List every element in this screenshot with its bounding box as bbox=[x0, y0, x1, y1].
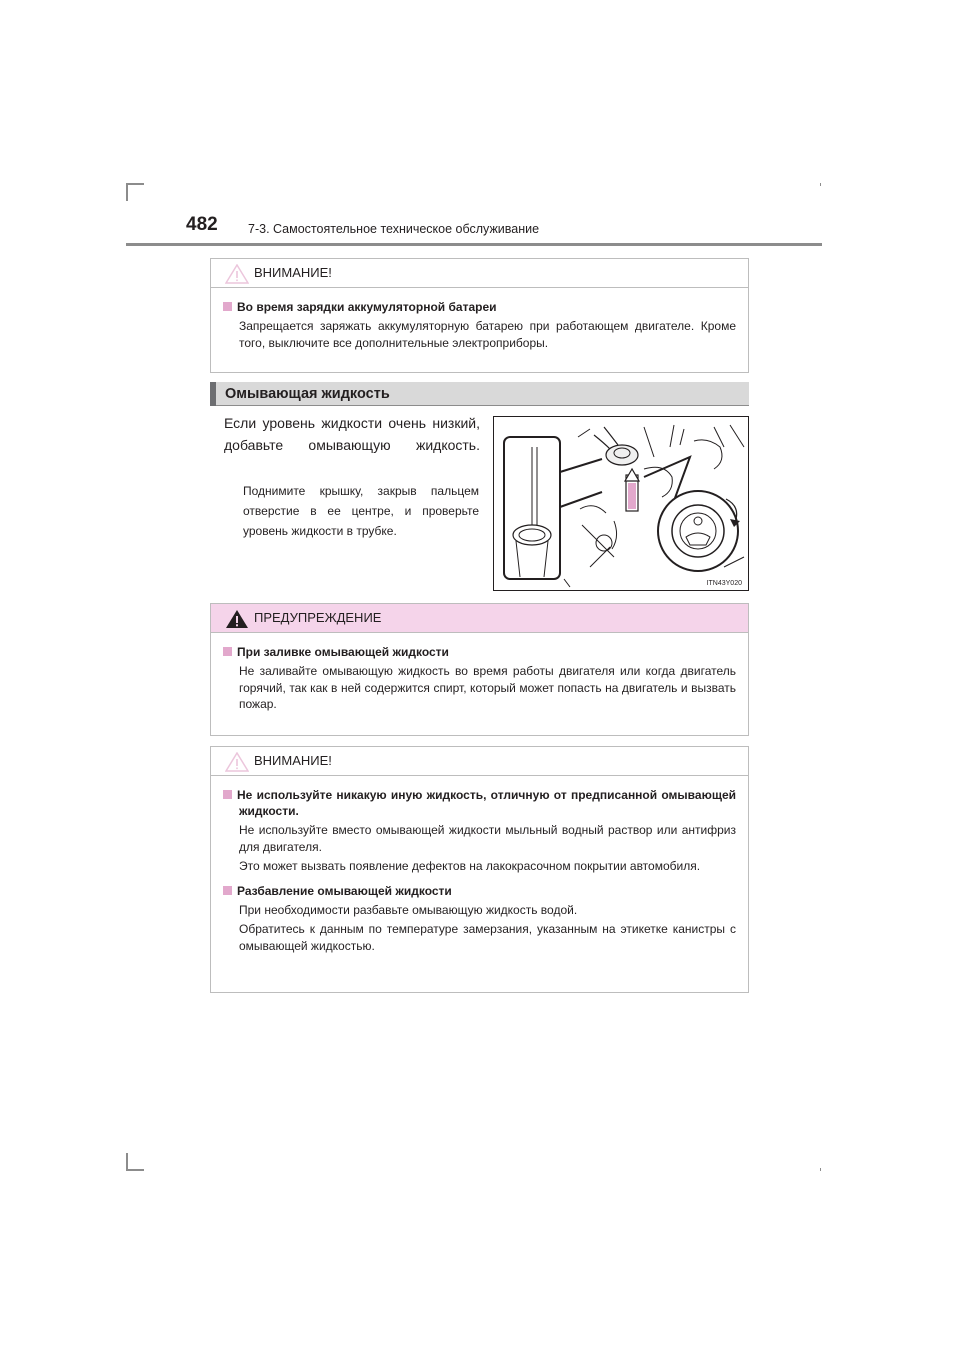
caution-item-heading: Разбавление омывающей жидкости bbox=[223, 883, 736, 899]
warning-header bbox=[211, 604, 748, 633]
washer-reservoir-drawing bbox=[494, 417, 748, 590]
caution-header bbox=[211, 259, 748, 288]
crop-mark-top-left-v bbox=[126, 183, 128, 201]
caution-title: ВНИМАНИЕ! bbox=[254, 753, 332, 768]
section-tab bbox=[210, 382, 216, 406]
caution-triangle-icon bbox=[225, 264, 249, 284]
caution-header bbox=[211, 747, 748, 776]
bullet-square-icon bbox=[223, 886, 232, 895]
warning-item-heading: При заливке омывающей жидкости bbox=[223, 644, 736, 660]
section-title: Омывающая жидкость bbox=[225, 386, 390, 402]
caution-item-body: Запрещается заряжать аккумуляторную батарею при работающем двигателе. Кроме того, выключите все дополнительные электроприборы. bbox=[239, 319, 736, 350]
warning-box-refill bbox=[210, 603, 749, 736]
section-header bbox=[210, 382, 749, 406]
caution-item-heading: Не используйте никакую иную жидкость, отличную от предписанной омывающей жидкости. bbox=[223, 787, 736, 819]
caution-title: ВНИМАНИЕ! bbox=[254, 265, 332, 280]
crop-mark-top-right bbox=[820, 183, 821, 186]
page-number: 482 bbox=[186, 214, 218, 235]
header-rule bbox=[126, 243, 822, 246]
warning-triangle-icon bbox=[225, 609, 249, 629]
crop-mark-top-left-h bbox=[126, 183, 144, 185]
chapter-title: 7-3. Самостоятельное техническое обслуживание bbox=[248, 222, 540, 236]
caution-item-body: Не используйте вместо омывающей жидкости мыльный водный раствор или антифриз для двигателя. Это может вызвать появление дефектов на лакокрасочном покрытии автомобиля. bbox=[239, 823, 736, 873]
section-step: Поднимите крышку, закрыв пальцем отверстие в ее центре, и проверьте уровень жидкости в трубке. bbox=[243, 484, 479, 538]
bullet-square-icon bbox=[223, 647, 232, 656]
bullet-square-icon bbox=[223, 790, 232, 799]
washer-reservoir-illustration bbox=[493, 416, 749, 591]
warning-item bbox=[211, 644, 748, 713]
warning-title: ПРЕДУПРЕЖДЕНИЕ bbox=[254, 610, 382, 625]
caution-item-body: При необходимости разбавьте омывающую жидкость водой. Обратитесь к данным по температуре замерзания, указанным на этикетке канистры с омывающей жидкостью. bbox=[239, 902, 736, 953]
crop-mark-bottom-right bbox=[820, 1168, 821, 1171]
warning-item-body: Не заливайте омывающую жидкость во время работы двигателя или когда двигатель горячий, так как в ней содержится спирт, который может попасть на двигатель и вызвать пожар. bbox=[239, 664, 736, 711]
figure-code: ITN43Y020 bbox=[706, 580, 742, 587]
section-intro: Если уровень жидкости очень низкий, добавьте омывающую жидкость. bbox=[224, 415, 480, 453]
caution-item-heading: Во время зарядки аккумуляторной батареи bbox=[223, 299, 736, 315]
caution-item bbox=[211, 787, 748, 875]
caution-triangle-icon bbox=[225, 752, 249, 772]
caution-item bbox=[211, 299, 748, 351]
caution-box-battery bbox=[210, 258, 749, 373]
caution-item bbox=[211, 883, 748, 955]
bullet-square-icon bbox=[223, 302, 232, 311]
crop-mark-bottom-left-h bbox=[126, 1169, 144, 1171]
caution-box-fluid bbox=[210, 746, 749, 993]
